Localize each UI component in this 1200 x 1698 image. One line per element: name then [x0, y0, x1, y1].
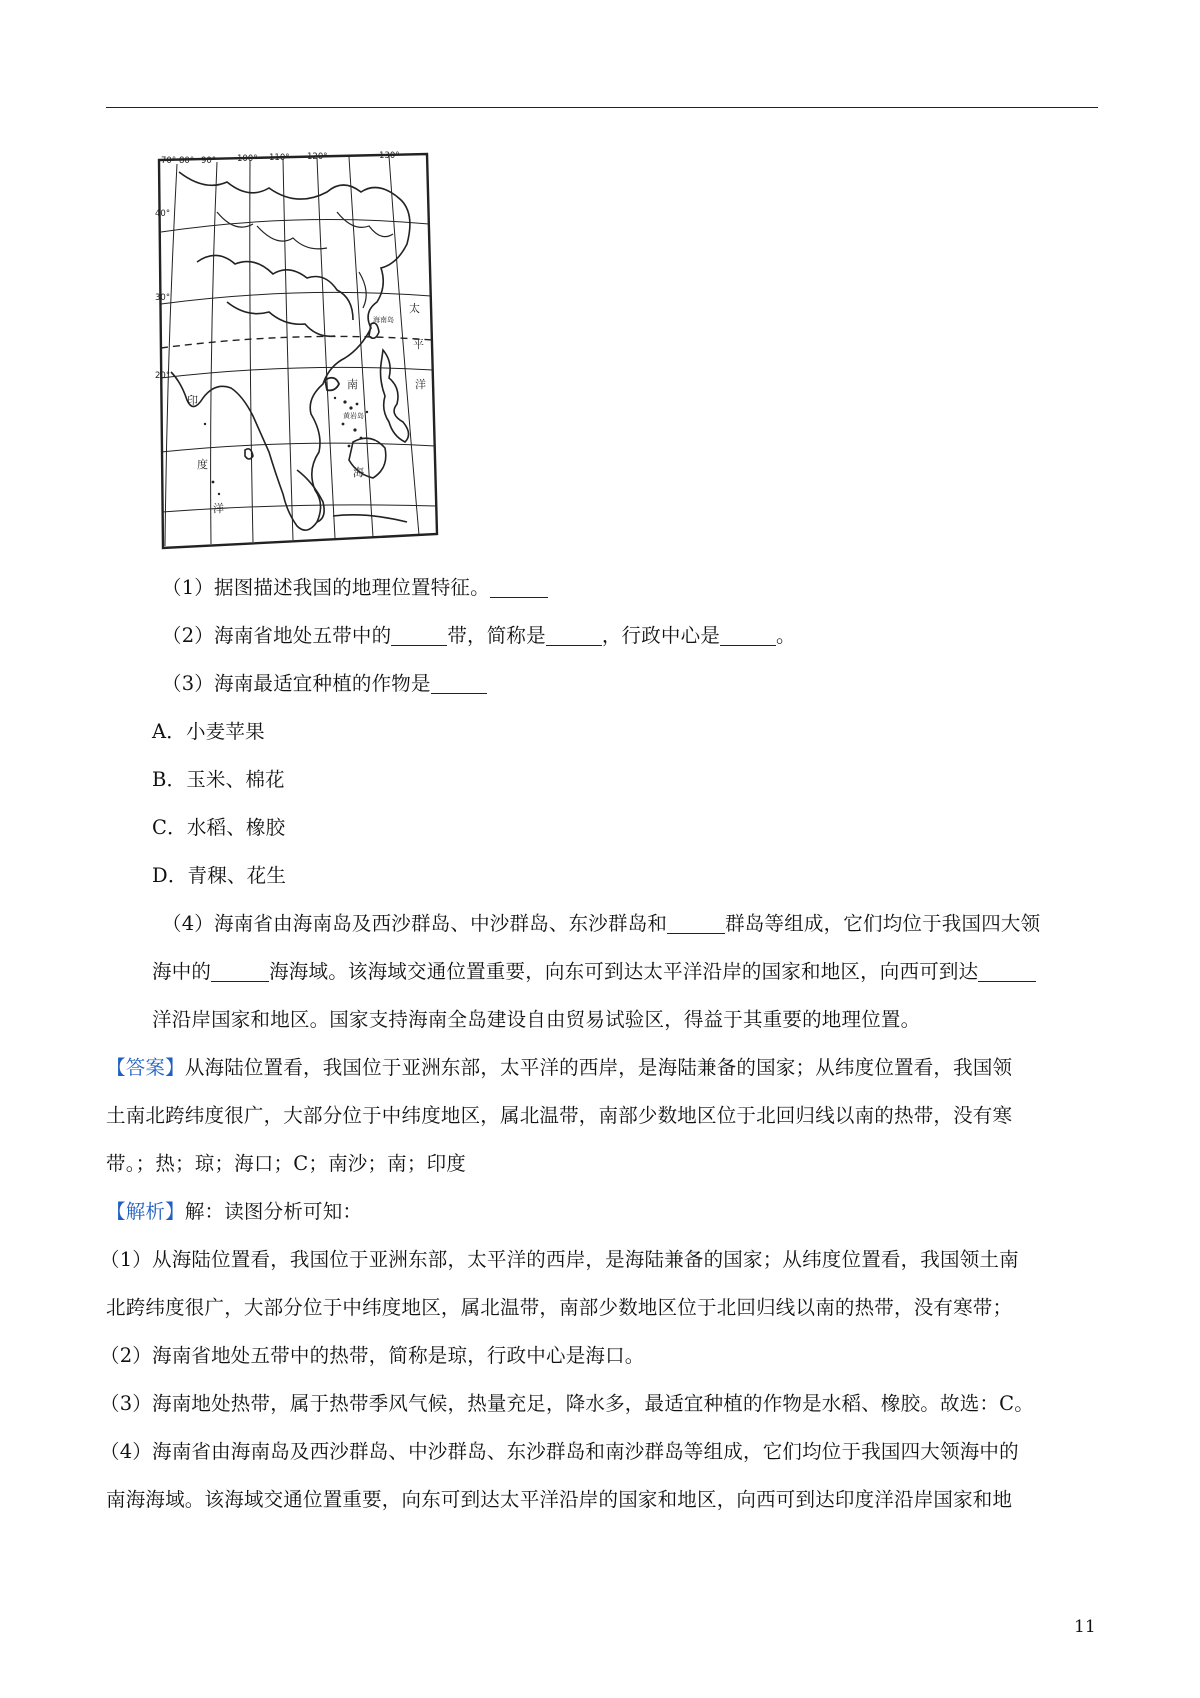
- tropic-of-cancer-dashed: [161, 336, 432, 348]
- map-frame: [159, 154, 437, 548]
- answer-blank[interactable]: [978, 961, 1036, 982]
- lon-label: 120°: [307, 152, 328, 162]
- map-place-label: 太: [409, 302, 420, 315]
- map-place-label: 洋: [213, 502, 224, 515]
- answer-blank[interactable]: [720, 625, 776, 646]
- answer-blank[interactable]: [431, 673, 487, 694]
- lon-label: 90°: [201, 156, 217, 166]
- question-1: （1）据图描述我国的地理位置特征。: [162, 576, 548, 600]
- question-4-line-3: 洋沿岸国家和地区。国家支持海南全岛建设自由贸易试验区，得益于其重要的地理位置。: [152, 1008, 921, 1031]
- question-2: （2）海南省地处五带中的 带，简称是 ，行政中心是 。: [162, 624, 796, 647]
- option-c[interactable]: C．水稻、橡胶: [152, 816, 286, 839]
- option-a[interactable]: A．小麦苹果: [152, 720, 265, 743]
- answer-blank[interactable]: [546, 625, 602, 646]
- lon-label: 70°: [161, 156, 177, 166]
- map-place-label: 海: [353, 466, 364, 479]
- map-place-label: 印: [187, 394, 198, 407]
- lon-label: 130°: [379, 151, 400, 161]
- map-place-label: 海南岛: [373, 316, 394, 324]
- analysis-tag: 【解析】: [106, 1200, 185, 1223]
- lat-label: 40°: [155, 209, 171, 219]
- answer-blank[interactable]: [391, 625, 447, 646]
- answer-line-1: 【答案】从海陆位置看，我国位于亚洲东部，太平洋的西岸，是海陆兼备的国家；从纬度位置看，我国领: [106, 1056, 1013, 1079]
- lon-label: 100°: [237, 154, 258, 164]
- option-d[interactable]: D．青稞、花生: [152, 864, 287, 887]
- answer-blank[interactable]: [490, 577, 548, 598]
- analysis-line: 北跨纬度很广，大部分位于中纬度地区，属北温带，南部少数地区位于北回归线以南的热带，没有寒带；: [106, 1296, 1013, 1319]
- answer-blank[interactable]: [667, 913, 725, 934]
- answer-line-3: 带。；热；琼；海口；C；南沙；南；印度: [106, 1152, 466, 1175]
- asia-map-figure: [157, 152, 463, 548]
- lat-label: 30°: [155, 293, 171, 303]
- analysis-line: （3）海南地处热带，属于热带季风气候，热量充足，降水多，最适宜种植的作物是水稻、橡胶。故选：C。: [100, 1392, 1034, 1415]
- map-place-label: 南: [347, 378, 358, 391]
- page-number: 11: [1074, 1617, 1096, 1637]
- lat-label: 20°: [155, 371, 171, 381]
- analysis-intro: 【解析】解：读图分析可知：: [106, 1200, 363, 1223]
- answer-blank[interactable]: [211, 961, 269, 982]
- question-3: （3）海南最适宜种植的作物是: [162, 672, 487, 696]
- answer-line-2: 土南北跨纬度很广，大部分位于中纬度地区，属北温带，南部少数地区位于北回归线以南的热带，没有寒: [106, 1104, 1013, 1127]
- question-4-line-1: （4）海南省由海南岛及西沙群岛、中沙群岛、东沙群岛和 群岛等组成，它们均位于我国四大领: [162, 912, 1041, 935]
- map-place-label: 洋: [415, 378, 426, 391]
- analysis-line: 南海海域。该海域交通位置重要，向东可到达太平洋沿岸的国家和地区，向西可到达印度洋沿岸国家和地: [106, 1488, 1013, 1511]
- map-place-label: 平: [413, 338, 424, 351]
- option-b[interactable]: B．玉米、棉花: [152, 768, 285, 791]
- lon-label: 110°: [269, 153, 290, 163]
- map-place-label: 度: [197, 458, 208, 471]
- analysis-line: （1）从海陆位置看，我国位于亚洲东部，太平洋的西岸，是海陆兼备的国家；从纬度位置看，我国领土南: [100, 1248, 1019, 1271]
- question-4-line-2: 海中的 海海域。该海域交通位置重要，向东可到达太平洋沿岸的国家和地区，向西可到达: [152, 960, 1036, 984]
- answer-tag: 【答案】: [106, 1056, 185, 1079]
- header-rule: [106, 107, 1098, 108]
- analysis-line: （2）海南省地处五带中的热带，简称是琼，行政中心是海口。: [100, 1344, 645, 1367]
- analysis-line: （4）海南省由海南岛及西沙群岛、中沙群岛、东沙群岛和南沙群岛等组成，它们均位于我国四大领海中的: [100, 1440, 1019, 1463]
- lon-label: 80°: [179, 156, 195, 166]
- map-place-label: 黄岩岛: [343, 412, 364, 420]
